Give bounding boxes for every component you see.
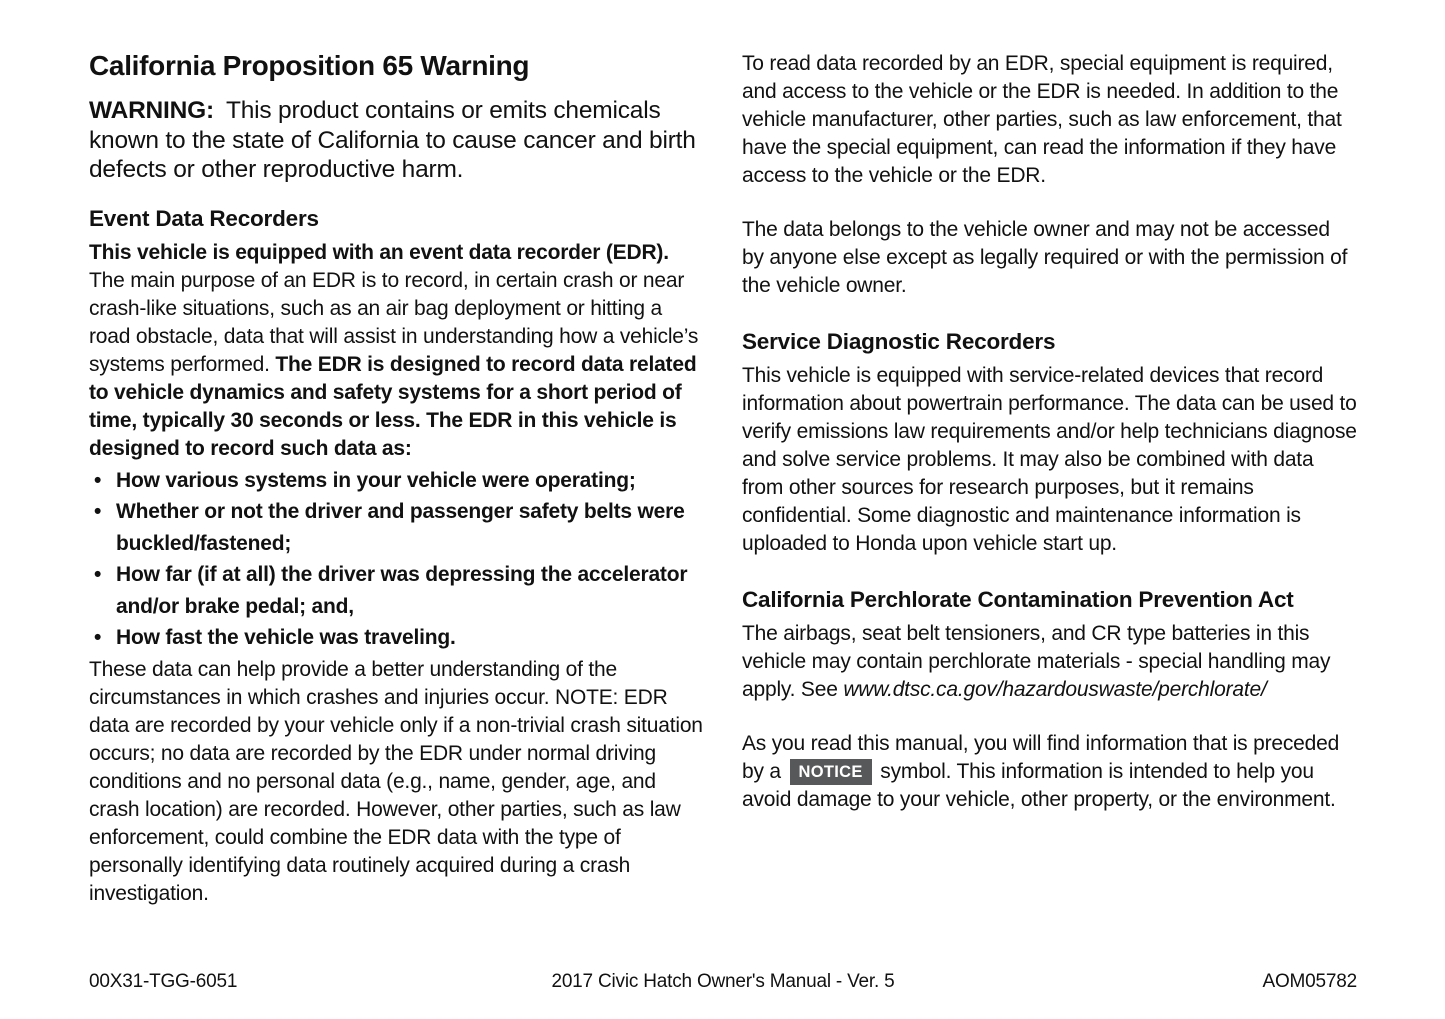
edr-lead-sentence: This vehicle is equipped with an event data recorder (EDR). <box>89 240 669 264</box>
perchlorate-title: California Perchlorate Contamination Prevention Act <box>742 587 1294 612</box>
text-run: The EDR is designed to record data related to vehicle dynamics and safety systems for a short period of time, typically 30 seconds or less. The EDR in this vehicle is designed to record such data as: <box>89 352 697 460</box>
prop65-warning-paragraph <box>89 96 705 185</box>
service-recorders-paragraph: This vehicle is equipped with service-related devices that record information about powertrain performance. The data can be used to verify emissions law requirements and/or help technicians diagnose and solve service problems. It may also be combined with data from other sources for research purposes, but it remains confidential. Some diagnostic and maintenance information is uploaded to Honda upon vehicle start up. <box>742 364 1357 555</box>
perchlorate-paragraph <box>742 620 1357 704</box>
edr-bullet-item: • How far (if at all) the driver was depressing the accelerator and/or brake pedal; and, <box>89 559 705 622</box>
right-column <box>742 50 1357 908</box>
service-recorders-title: Service Diagnostic Recorders <box>742 329 1056 354</box>
text-run: The airbags, seat belt tensioners, and CR type batteries in this vehicle may contain perchlorate materials - special handling may apply. See <box>742 622 1331 701</box>
notice-paragraph <box>742 730 1357 814</box>
text-run: The main purpose of an EDR is to record, in certain crash or near crash-like situations, such as an air bag deployment or hitting a road obstacle, data that will assist in understanding how a vehicle’s systems performed. <box>89 268 699 376</box>
text-run: symbol. This information is intended to help you avoid damage to your vehicle, other property, or the environment. <box>742 760 1336 811</box>
edr-bullet-list <box>89 465 705 654</box>
edr-bullet-item: • How fast the vehicle was traveling. <box>89 622 705 654</box>
text-run: This product contains or emits chemicals known to the state of California to cause cancer and birth defects or other reproductive harm. <box>89 97 696 183</box>
edr-note-paragraph: These data can help provide a better understanding of the circumstances in which crashes and injuries occur. NOTE: EDR data are recorded by your vehicle only if a non-trivial crash situation occurs; no data are recorded by the EDR under normal driving conditions and no personal data (e.g., name, gender, age, and crash location) are recorded. However, other parties, such as law enforcement, could combine the EDR data with the type of personally identifying data routinely acquired during a crash investigation. <box>89 657 703 905</box>
prop65-title: California Proposition 65 Warning <box>89 50 530 81</box>
content-columns <box>89 50 1357 908</box>
edr-bullet-item: • How various systems in your vehicle were operating; <box>89 465 705 497</box>
notice-badge: NOTICE <box>790 759 872 785</box>
footer-document-code: AOM05782 <box>1262 971 1357 992</box>
edr-read-paragraph: To read data recorded by an EDR, special equipment is required, and access to the vehicle or the EDR is needed. In addition to the vehicle manufacturer, other parties, such as law enforcement, that have the special equipment, can read the information if they have access to the vehicle or the EDR. <box>742 52 1342 187</box>
page-footer <box>89 971 1357 993</box>
perchlorate-url: www.dtsc.ca.gov/hazardouswaste/perchlorate/ <box>843 678 1267 701</box>
edr-section-title: Event Data Recorders <box>89 205 319 231</box>
footer-manual-title: 2017 Civic Hatch Owner's Manual - Ver. 5 <box>551 971 895 992</box>
text-run: As you read this manual, you will find information that is preceded by a <box>742 732 1340 783</box>
warning-label: WARNING: <box>89 97 214 124</box>
edr-ownership-paragraph: The data belongs to the vehicle owner and may not be accessed by anyone else except as legally required or with the permission of the vehicle owner. <box>742 218 1348 297</box>
edr-bullet-item: • Whether or not the driver and passenger safety belts were buckled/fastened; <box>89 496 705 559</box>
left-column <box>89 50 705 908</box>
footer-part-number: 00X31-TGG-6051 <box>89 971 238 992</box>
edr-paragraph <box>89 267 705 463</box>
